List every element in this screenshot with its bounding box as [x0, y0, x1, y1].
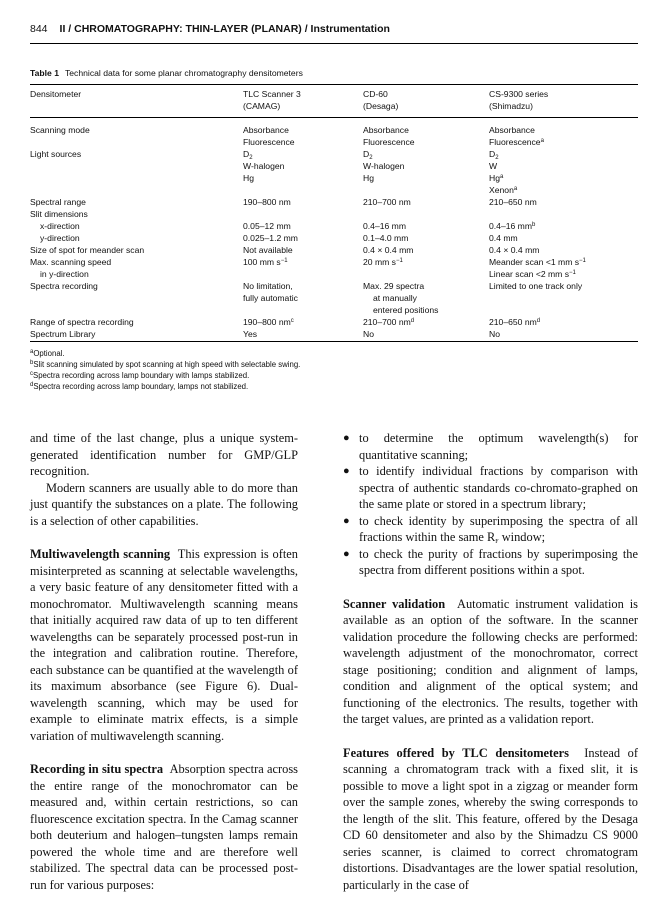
cell-text: Xenon	[489, 185, 514, 195]
cell	[489, 256, 586, 268]
cell: 0.1–4.0 mm	[363, 233, 409, 243]
table-row	[30, 220, 638, 232]
head-camag-name: TLC Scanner 3	[243, 89, 301, 99]
cell: 210–700 nm	[363, 197, 411, 207]
cell-text: 20 mm s	[363, 257, 396, 267]
list-item	[343, 463, 638, 513]
superscript: −1	[579, 258, 586, 264]
table-row	[30, 328, 638, 340]
table-row	[30, 244, 638, 256]
table-head-rule	[30, 117, 638, 118]
cell	[489, 172, 503, 184]
page-number: 844	[30, 23, 48, 35]
superscript: −1	[280, 258, 288, 264]
cell-text: D	[363, 149, 370, 159]
row-label: Max. scanning speed	[30, 257, 112, 267]
row-label: x-direction	[40, 221, 80, 231]
cell: No limitation,	[243, 281, 293, 291]
right-column	[343, 430, 638, 893]
footnote-text: Slit scanning simulated by spot scanning at high speed with selectable swing.	[33, 360, 301, 369]
run-in-heading: Features offered by TLC densitometers	[343, 745, 569, 760]
table-row	[30, 172, 638, 184]
left-column	[30, 430, 298, 893]
cell	[489, 148, 499, 160]
footnote-mark: d	[30, 382, 34, 388]
cell	[243, 256, 288, 268]
cell: Hg	[363, 173, 374, 183]
bullet-icon: ●	[343, 514, 350, 527]
row-label: Light sources	[30, 149, 82, 159]
head-shimadzu-name: CS-9300 series	[489, 89, 549, 99]
cell: Absorbance	[243, 125, 289, 135]
row-label: Slit dimensions	[30, 209, 88, 219]
table-row	[30, 124, 638, 136]
footnote-mark: b	[30, 360, 34, 366]
footnote-text: Spectra recording across lamp boundary, lamps not stabilized.	[33, 382, 249, 391]
footnote	[30, 359, 300, 370]
cell	[243, 316, 294, 328]
superscript: −1	[569, 270, 576, 276]
list-item-text: window;	[498, 530, 546, 544]
cell-text: D	[489, 149, 496, 159]
section-body: Absorption spectra across the entire range of the monochromator can be measured and, within certain restrictions, so can fluorescence excitation spectra. In the Camag scanner both deuterium and halogen–tungsten lamps remain powered the whole time and are therefore well stabilized. The spectral data can be processed post-run for various purposes:	[30, 762, 298, 892]
list-item	[343, 546, 638, 579]
cell-text: 0.4–16 mm	[489, 221, 532, 231]
table-row	[30, 292, 638, 304]
section-features	[343, 745, 638, 894]
cell: No	[489, 329, 500, 339]
list-item	[343, 430, 638, 463]
subscript: F	[495, 539, 499, 545]
subscript: 2	[249, 155, 253, 161]
cell-text: 100 mm s	[243, 257, 281, 267]
table-bottom-rule	[30, 341, 638, 342]
table-row	[30, 280, 638, 292]
footnote-mark: c	[30, 371, 33, 377]
cell	[489, 220, 535, 232]
superscript: −1	[395, 258, 403, 264]
cell: W-halogen	[243, 161, 285, 171]
cell: No	[363, 329, 374, 339]
cell	[363, 148, 373, 160]
list-item-text: to identify individual fractions by comparison with spectra of authentic standards co-chromato-graphed on the same plate or stored in a spectrum library;	[359, 464, 638, 511]
footnote-mark: d	[536, 318, 541, 324]
footnote-mark: c	[290, 318, 294, 324]
table-row	[30, 256, 638, 268]
row-label: in y-direction	[40, 269, 89, 279]
purpose-list	[343, 430, 638, 579]
header-rule	[30, 43, 638, 44]
table-row	[30, 196, 638, 208]
section-in-situ-spectra	[30, 761, 298, 893]
cell: 0.4 × 0.4 mm	[489, 245, 540, 255]
head-desaga-name: CD-60	[363, 89, 388, 99]
cell: Max. 29 spectra	[363, 281, 425, 291]
cell	[363, 316, 414, 328]
section-body: Automatic instrument validation is available as an option of the software. In the scanner validation procedure the following checks are performed: wavelength adjustment of the monochromator, correct stage positioning; condition and alignment of lamps, condition and alignment of the optical system; and functioning of the electronics. The results, together with the target values, are printed as a validation report.	[343, 596, 638, 726]
running-title: II / CHROMATOGRAPHY: THIN-LAYER (PLANAR) / Instrumentation	[59, 23, 390, 35]
table-row	[30, 208, 638, 220]
paragraph: and time of the last change, plus a unique system-generated identification number for GMP/GLP recognition.	[30, 431, 298, 478]
section-multiwavelength	[30, 546, 298, 744]
running-header	[30, 23, 638, 35]
head-densitometer: Densitometer	[30, 89, 82, 99]
cell: Yes	[243, 329, 258, 339]
table-footnotes	[30, 348, 300, 392]
row-label: Range of spectra recording	[30, 317, 134, 327]
cell: at manually	[373, 293, 417, 303]
paragraph: Modern scanners are usually able to do more than just quantify the substances on a plate. The following is a selection of other capabilities.	[30, 480, 298, 528]
cell: entered positions	[373, 305, 439, 315]
cell: 0.4–16 mm	[363, 221, 406, 231]
table-title: Technical data for some planar chromatography densitometers	[64, 68, 303, 78]
footnote	[30, 370, 300, 381]
cell	[363, 256, 403, 268]
footnote-mark: a	[30, 349, 34, 355]
table-head	[30, 88, 638, 112]
row-label: Spectrum Library	[30, 329, 96, 339]
cell: Not available	[243, 245, 293, 255]
footnote-mark: a	[500, 174, 504, 180]
table-row	[30, 232, 638, 244]
table-row	[30, 304, 638, 316]
cell: 0.05–12 mm	[243, 221, 291, 231]
cell	[489, 184, 517, 196]
row-label: Scanning mode	[30, 125, 90, 135]
cell: Absorbance	[489, 125, 535, 135]
table-label: Table 1	[30, 68, 59, 78]
cell	[243, 148, 253, 160]
head-shimadzu-maker: (Shimadzu)	[489, 101, 533, 111]
footnote-mark: a	[513, 186, 518, 192]
list-item-text: to determine the optimum wavelength(s) for quantitative scanning;	[359, 431, 638, 462]
table-row	[30, 184, 638, 196]
cell: Fluorescence	[363, 137, 415, 147]
table-row	[30, 160, 638, 172]
cell: fully automatic	[243, 293, 298, 303]
cell: W	[489, 161, 498, 171]
row-label: y-direction	[40, 233, 80, 243]
subscript: 2	[369, 155, 373, 161]
section-body: Instead of scanning a chromatogram track with a fixed slit, it is possible to move a light spot in a zigzag or meander form over the sample zones, whereby the swing corresponds to the length of the slit. This feature, offered by the Desaga CD 60 densitometer and also by the Shimadzu CS 9000 series scanner, is claimed to correct chromatogram distortions. Disadvantages are the lower spatial resolution, particularly in the case of	[343, 745, 638, 892]
table-caption	[30, 68, 303, 78]
cell: 0.4 × 0.4 mm	[363, 245, 414, 255]
list-item	[343, 513, 638, 546]
row-label: Spectral range	[30, 197, 86, 207]
bullet-icon: ●	[343, 547, 350, 560]
cell-text: D	[243, 149, 250, 159]
footnote-mark: b	[532, 222, 536, 228]
table-body	[30, 124, 638, 340]
section-body: This expression is often misinterpreted as scanning at selectable wavelengths, a very basic feature of any densitometer fitted with a monochromator. Multiwavelength scanning means that initially acquired raw data of up to ten different wavelengths can be separately processed post-run in the integration and calibration routine. Therefore, each substance can be quantified at the wavelength of its maximum absorbance (see Figure 6). Dual-wavelength scanning, which may be used for example to eliminate matrix effects, is a simple variation of multiwavelength scanning.	[30, 547, 298, 743]
footnote-mark: d	[410, 318, 415, 324]
run-in-heading: Recording in situ spectra	[30, 762, 164, 776]
cell: 0.4 mm	[489, 233, 518, 243]
run-in-heading: Scanner validation	[343, 596, 446, 611]
cell-text: 210–650 nm	[489, 317, 537, 327]
cell	[489, 316, 540, 328]
run-in-heading: Multiwavelength scanning	[30, 547, 171, 561]
cell: Absorbance	[363, 125, 409, 135]
row-label: Spectra recording	[30, 281, 98, 291]
cell: Limited to one track only	[489, 281, 583, 291]
cell: 190–800 nm	[243, 197, 291, 207]
cell	[489, 136, 544, 148]
cell-text: 210–700 nm	[363, 317, 411, 327]
table-row	[30, 316, 638, 328]
cell-text: Hg	[489, 173, 500, 183]
table-row	[30, 268, 638, 280]
footnote-text: Spectra recording across lamp boundary with lamps stabilized.	[33, 371, 250, 380]
table-row	[30, 136, 638, 148]
bullet-icon: ●	[343, 432, 350, 444]
cell: 210–650 nm	[489, 197, 537, 207]
table-row	[30, 148, 638, 160]
cell: Fluorescence	[243, 137, 295, 147]
cell-text: 190–800 nm	[243, 317, 291, 327]
cell	[489, 268, 576, 280]
cell: Hg	[243, 173, 254, 183]
list-item-text: to check identity by superimposing the spectra of all fractions within the same R	[359, 513, 638, 544]
cell-text: Fluorescence	[489, 137, 541, 147]
cell-text: Meander scan <1 mm s	[489, 257, 580, 267]
list-item-text: to check the purity of fractions by superimposing the spectra from different positions within a spot.	[359, 546, 638, 577]
footnote-text: Optional.	[33, 349, 65, 358]
cell-text: Linear scan <2 mm s	[489, 269, 570, 279]
cell: W-halogen	[363, 161, 405, 171]
footnote-mark: a	[540, 138, 544, 144]
cell: 0.025–1.2 mm	[243, 233, 298, 243]
head-camag-maker: (CAMAG)	[243, 101, 281, 111]
subscript: 2	[495, 155, 499, 161]
row-label: Size of spot for meander scan	[30, 245, 145, 255]
footnote	[30, 381, 300, 392]
section-scanner-validation	[343, 596, 638, 728]
footnote	[30, 348, 300, 359]
head-desaga-maker: (Desaga)	[363, 101, 399, 111]
bullet-icon: ●	[343, 465, 350, 477]
table-top-rule	[30, 84, 638, 85]
